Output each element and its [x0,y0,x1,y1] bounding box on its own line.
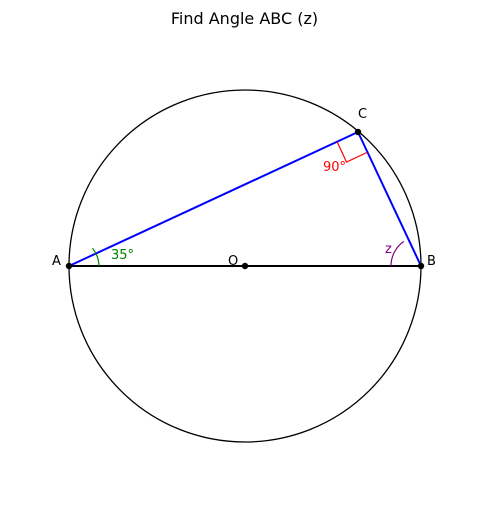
figure-title: Find Angle ABC (z) [170,9,319,28]
angle-label-b: z [385,242,392,257]
point-a [66,263,72,269]
point-c [355,129,361,135]
label-c: C [358,107,368,122]
angle-arc-a [93,248,100,266]
angle-label-a: 35° [111,248,135,263]
point-b [418,263,424,269]
angle-label-c: 90° [323,160,347,175]
label-b: B [427,254,436,269]
point-o [242,263,248,269]
chord-ac [69,132,358,266]
label-o: O [228,254,239,269]
angle-arc-b [391,241,404,266]
label-a: A [52,254,61,269]
